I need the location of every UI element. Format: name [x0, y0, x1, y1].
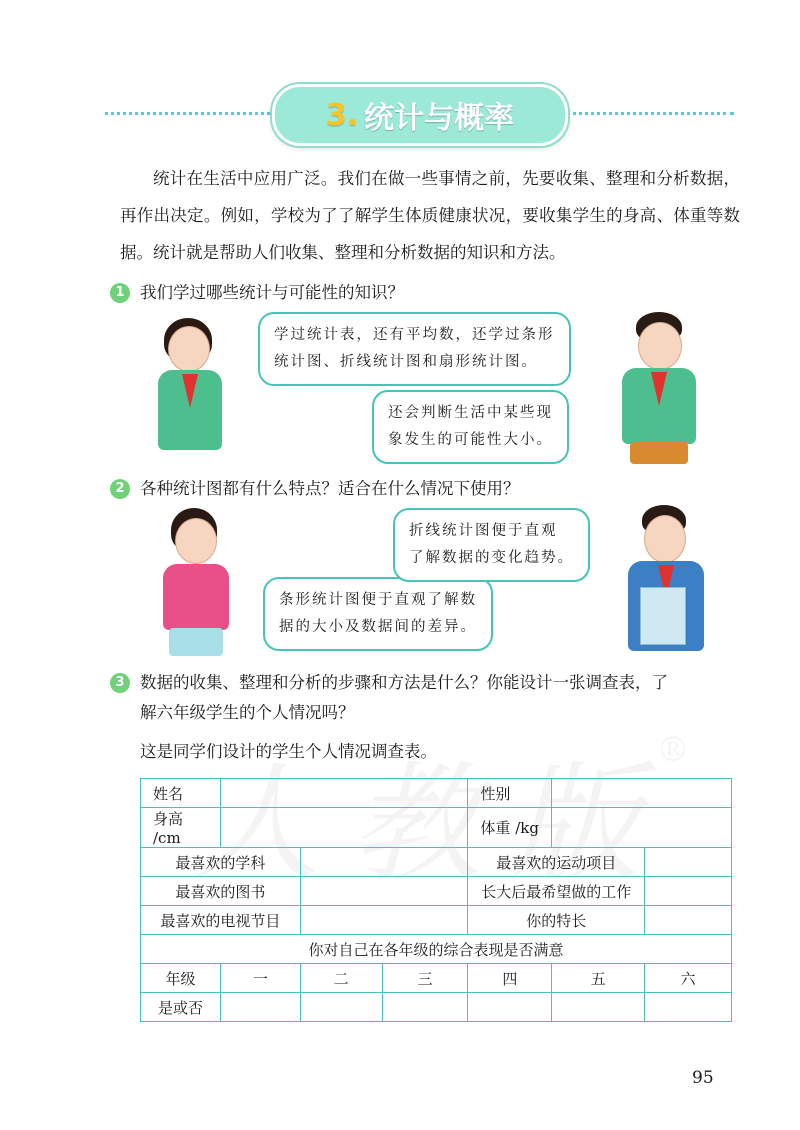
- yes-no-cell: [382, 993, 468, 1022]
- question-1: [110, 278, 404, 308]
- yes-no-cell: [220, 993, 300, 1022]
- future-job-cell: [645, 877, 732, 906]
- height-cell: [220, 808, 468, 848]
- fav-subject-label: 最喜欢的学科: [141, 848, 301, 877]
- fav-book-cell: [300, 877, 468, 906]
- table-row: [141, 935, 732, 964]
- yes-no-label: 是或否: [141, 993, 221, 1022]
- future-job-label: 长大后最希望做的工作: [468, 877, 645, 906]
- intro-paragraph: 统计在生活中应用广泛。我们在做一些事情之前，先要收集、整理和分析数据，再作出决定。例如，学校为了了解学生体质健康状况，要收集学生的身高、体重等数据。统计就是帮助人们收集、整理和分析数据的知识和方法。: [120, 169, 740, 262]
- question-3: [110, 668, 740, 728]
- question-text: 我们学过哪些统计与可能性的知识？: [140, 283, 404, 302]
- satisfaction-header: 你对自己在各年级的综合表现是否满意: [141, 935, 732, 964]
- gender-label: 性别: [468, 779, 552, 808]
- fav-sport-label: 最喜欢的运动项目: [468, 848, 645, 877]
- banner-dotted-line-right: [566, 112, 734, 115]
- boy-illustration: [606, 312, 706, 462]
- gender-cell: [552, 779, 732, 808]
- fav-tv-label: 最喜欢的电视节目: [141, 906, 301, 935]
- question-number-badge: 3: [110, 673, 130, 693]
- table-row: [141, 779, 732, 808]
- speech-bubble-q2-boy: 折线统计图便于直观 了解数据的变化趋势。: [393, 508, 590, 582]
- name-label: 姓名: [141, 779, 221, 808]
- specialty-cell: [645, 906, 732, 935]
- fav-tv-cell: [300, 906, 468, 935]
- section-title: 统计与概率: [364, 101, 515, 136]
- fav-sport-cell: [645, 848, 732, 877]
- table-row: [141, 848, 732, 877]
- speech-bubble-q1-girl: 学过统计表，还有平均数，还学过条形 统计图、折线统计图和扇形统计图。: [258, 312, 571, 386]
- girl-illustration: [155, 508, 245, 658]
- weight-cell: [552, 808, 732, 848]
- grade-label: 年级: [141, 964, 221, 993]
- question-text-line-1: 数据的收集、整理和分析的步骤和方法是什么？你能设计一张调查表，了: [140, 673, 668, 692]
- fav-book-label: 最喜欢的图书: [141, 877, 301, 906]
- yes-no-cell: [552, 993, 645, 1022]
- yes-no-cell: [645, 993, 732, 1022]
- student-survey-table: [140, 778, 732, 1022]
- specialty-label: 你的特长: [468, 906, 645, 935]
- question-number-badge: 1: [110, 283, 130, 303]
- section-number: 3.: [325, 97, 359, 133]
- speech-bubble-q2-girl: 条形统计图便于直观了解数 据的大小及数据间的差异。: [263, 577, 493, 651]
- height-label: 身高 /cm: [141, 808, 221, 848]
- question-text: 各种统计图都有什么特点？适合在什么情况下使用？: [140, 479, 520, 498]
- boy-illustration: [612, 505, 712, 655]
- table-row: [141, 964, 732, 993]
- table-row: [141, 906, 732, 935]
- table-row: [141, 993, 732, 1022]
- page-number: 95: [692, 1068, 714, 1088]
- table-caption: 这是同学们设计的学生个人情况调查表。: [140, 742, 437, 761]
- grade-6: 六: [645, 964, 732, 993]
- grade-2: 二: [300, 964, 382, 993]
- table-row: [141, 808, 732, 848]
- question-2: [110, 474, 520, 504]
- question-number-badge: 2: [110, 479, 130, 499]
- question-text-line-2: 解六年级学生的个人情况吗？: [140, 703, 355, 722]
- section-title-banner: [272, 84, 568, 146]
- grade-4: 四: [468, 964, 552, 993]
- speech-bubble-q1-boy: 还会判断生活中某些现 象发生的可能性大小。: [372, 390, 569, 464]
- fav-subject-cell: [300, 848, 468, 877]
- weight-label: 体重 /kg: [468, 808, 552, 848]
- grade-3: 三: [382, 964, 468, 993]
- yes-no-cell: [300, 993, 382, 1022]
- grade-1: 一: [220, 964, 300, 993]
- yes-no-cell: [468, 993, 552, 1022]
- table-row: [141, 877, 732, 906]
- name-cell: [220, 779, 468, 808]
- girl-illustration: [150, 318, 240, 458]
- banner-dotted-line-left: [105, 112, 270, 115]
- grade-5: 五: [552, 964, 645, 993]
